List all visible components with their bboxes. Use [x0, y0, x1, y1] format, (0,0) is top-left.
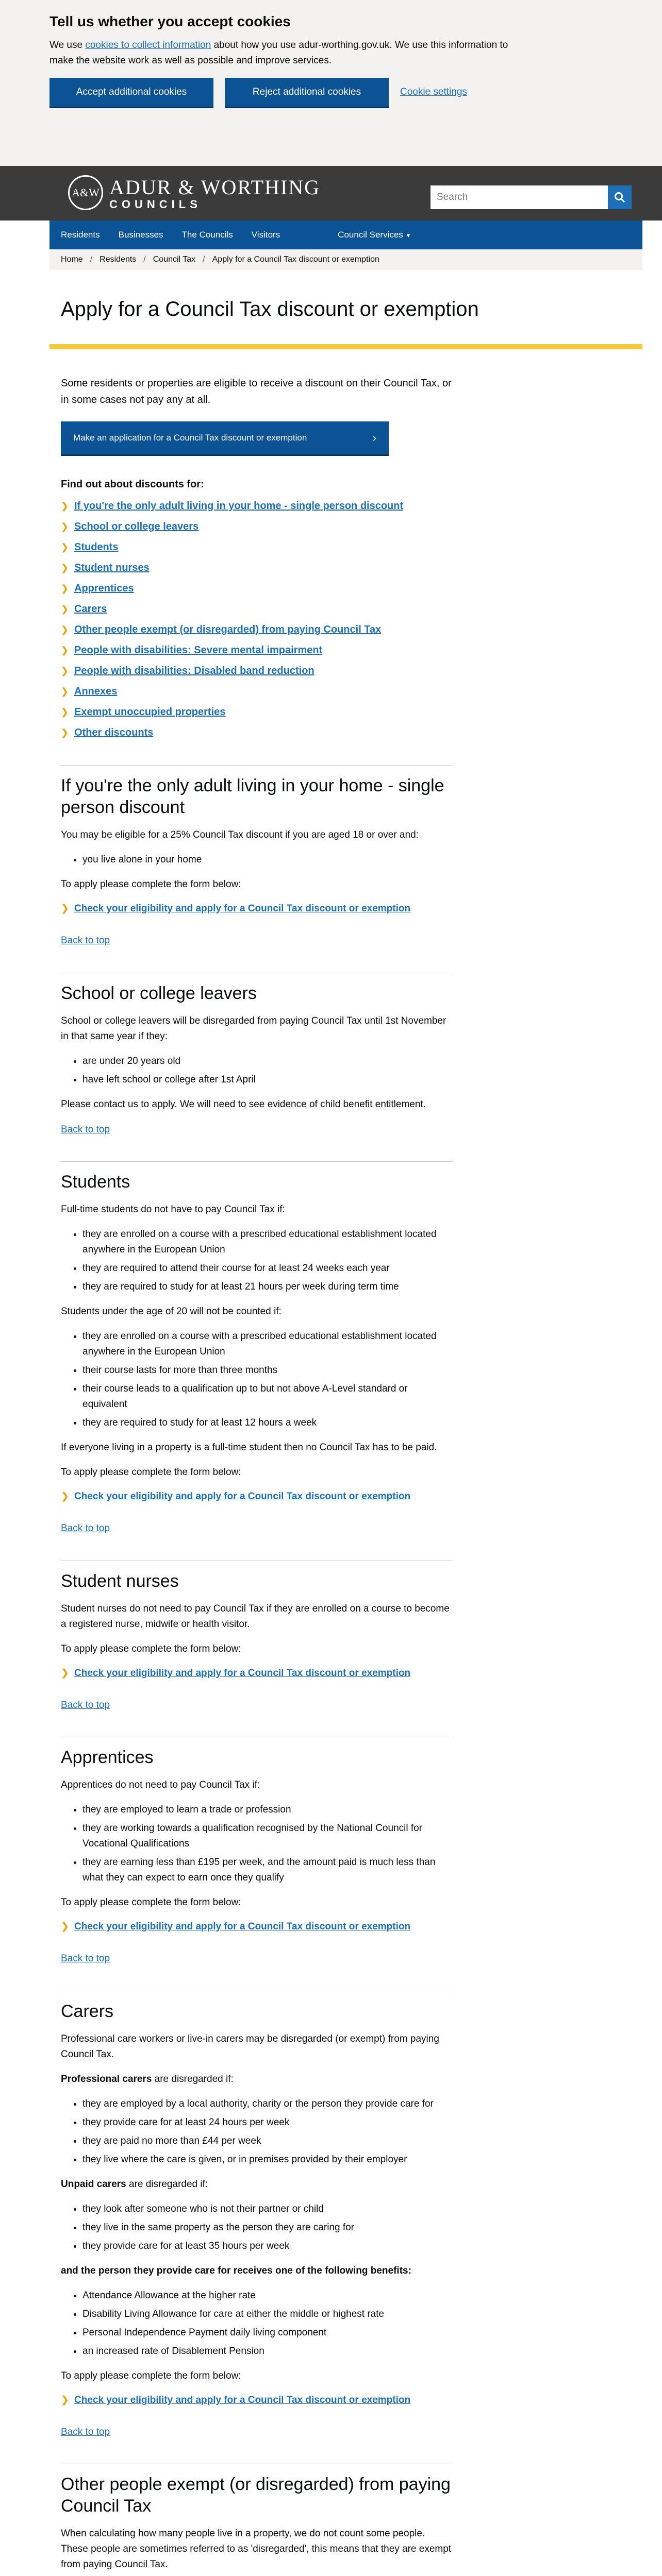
students-text: Full-time students do not have to pay Council Tax if:: [61, 1204, 285, 1215]
leavers-text: School or college leavers will be disregarded from paying Council Tax until 1st November in that same year if they:: [61, 1015, 446, 1042]
chevron-down-icon: ❯: [61, 604, 69, 614]
toc-link-apprentices[interactable]: Apprentices: [74, 583, 134, 594]
breadcrumb-separator: /: [90, 255, 93, 264]
other-exempt-text: When calculating how many people live in a property, we do not count some people. These people are sometimes referred to as 'disregarded', this means that they are exempt from paying Council Tax.: [61, 2528, 452, 2570]
form-link-row: [61, 1489, 453, 1504]
cookie-title: Tell us whether you accept cookies: [49, 13, 291, 29]
chevron-down-icon: ❯: [61, 624, 69, 635]
eligibility-form-link[interactable]: Check your eligibility and apply for a Council Tax discount or exemption: [74, 903, 411, 914]
professional-carers-list: [82, 2096, 453, 2167]
toc-link-unoccupied[interactable]: Exempt unoccupied properties: [74, 706, 226, 718]
list-item: • they are employed to learn a trade or profession: [82, 1802, 453, 1818]
list-item: • you live alone in your home: [82, 852, 453, 868]
logo-line-1: ADUR & WORTHING: [109, 176, 321, 199]
toc-link-students[interactable]: Students: [74, 541, 119, 553]
breadcrumb-separator: /: [203, 255, 205, 264]
logo-line-2: COUNCILS: [109, 198, 202, 211]
toc-link-leavers[interactable]: School or college leavers: [74, 521, 199, 532]
nav-visitors[interactable]: Visitors: [251, 229, 280, 240]
cookie-text-end: about how you use adur-worthing.gov.uk. We use this information to make the website work as well as possible and improve services.: [49, 39, 508, 66]
list-item: • Disability Living Allowance for care at either the middle or highest rate: [82, 2307, 453, 2322]
carers-text: Professional care workers or live-in carers may be disregarded (or exempt) from paying Council Tax.: [61, 2033, 439, 2060]
section-title-carers: Carers: [61, 2001, 114, 2021]
cookie-info-link[interactable]: cookies to collect information: [85, 39, 211, 50]
list-item: [61, 601, 453, 617]
list-item: [61, 498, 453, 514]
make-application-label: Make an application for a Council Tax discount or exemption: [73, 432, 307, 443]
benefits-list: [82, 2288, 453, 2359]
toc-link-carers[interactable]: Carers: [74, 603, 107, 615]
nav-the-councils[interactable]: The Councils: [181, 229, 233, 240]
back-to-top-link[interactable]: Back to top: [61, 1523, 110, 1534]
search-form: [431, 185, 632, 209]
list-item: • they are earning less than £195 per week, and the amount paid is much less than what they can expect to earn once they qualify: [82, 1855, 453, 1886]
list-item: [61, 725, 453, 740]
eligibility-form-link[interactable]: Check your eligibility and apply for a Council Tax discount or exemption: [74, 2394, 411, 2405]
apply-text: To apply please complete the form below:: [61, 1467, 241, 1478]
main-nav: [0, 221, 662, 270]
list-item: • their course leads to a qualification up to but not above A-Level standard or equivalent: [82, 1381, 453, 1412]
eligibility-form-link[interactable]: Check your eligibility and apply for a Council Tax discount or exemption: [74, 1667, 411, 1679]
professional-carers-rest: are disregarded if:: [152, 2073, 234, 2084]
list-item: [61, 519, 453, 534]
discounts-list: [61, 498, 453, 740]
eligibility-form-link[interactable]: Check your eligibility and apply for a Council Tax discount or exemption: [74, 1921, 411, 1933]
search-input[interactable]: [431, 185, 608, 209]
section-title-leavers: School or college leavers: [61, 983, 257, 1003]
cookie-text-start: We use: [49, 39, 86, 50]
back-to-top-link[interactable]: Back to top: [61, 1124, 110, 1135]
students-under-20-text: Students under the age of 20 will not be counted if:: [61, 1306, 282, 1317]
unpaid-carers-rest: are disregarded if:: [126, 2178, 208, 2190]
chevron-down-icon: ❯: [61, 501, 69, 511]
list-item: [61, 704, 453, 720]
reject-cookies-button[interactable]: Reject additional cookies: [225, 78, 389, 107]
nurses-text: Student nurses do not need to pay Council Tax if they are enrolled on a course to become a registered nurse, midwife or health visitor.: [61, 1603, 450, 1630]
chevron-down-icon: ❯: [61, 1921, 69, 1933]
section-divider: [61, 765, 453, 766]
leavers-contact-text: Please contact us to apply. We will need to see evidence of child benefit entitlement.: [61, 1098, 426, 1110]
make-application-button[interactable]: [61, 421, 389, 454]
unpaid-carers-label: Unpaid carers: [61, 2178, 126, 2190]
apply-text: To apply please complete the form below:: [61, 1643, 241, 1654]
list-item: [61, 581, 453, 596]
search-icon: [614, 192, 625, 203]
nav-businesses[interactable]: Businesses: [118, 229, 163, 240]
chevron-down-icon: ❯: [61, 686, 69, 697]
apprentices-text: Apprentices do not need to pay Council Tax if:: [61, 1780, 260, 1791]
list-item: • they provide care for at least 35 hours per week: [82, 2239, 453, 2254]
students-all-text: If everyone living in a property is a full-time student then no Council Tax has to be paid.: [61, 1442, 437, 1453]
chevron-down-icon: ❯: [61, 2394, 69, 2405]
toc-link-nurses[interactable]: Student nurses: [74, 562, 150, 573]
breadcrumb-council-tax[interactable]: Council Tax: [153, 255, 196, 264]
chevron-down-icon: ❯: [61, 645, 69, 655]
toc-link-mental-impairment[interactable]: People with disabilities: Severe mental impairment: [74, 645, 323, 656]
apply-text: To apply please complete the form below:: [61, 2370, 241, 2381]
back-to-top-link[interactable]: Back to top: [61, 935, 110, 946]
chevron-down-icon: ❯: [61, 1491, 69, 1502]
list-item: [61, 622, 453, 637]
site-header: [0, 166, 662, 221]
list-item: [61, 539, 453, 555]
professional-carers-text: [61, 2072, 453, 2087]
chevron-down-icon: ❯: [61, 583, 69, 594]
logo[interactable]: [109, 177, 320, 211]
list-item: • an increased rate of Disablement Pension: [82, 2344, 453, 2359]
section-divider: [61, 1161, 453, 1162]
apply-text: To apply please complete the form below:: [61, 879, 241, 890]
list-item: • their course lasts for more than three months: [82, 1363, 453, 1378]
section-title-nurses: Student nurses: [61, 1571, 179, 1591]
toc-link-single[interactable]: If you're the only adult living in your home - single person discount: [74, 500, 404, 512]
cookie-banner: [0, 0, 662, 166]
chevron-down-icon: ❯: [61, 521, 69, 532]
breadcrumb-separator: /: [143, 255, 146, 264]
leavers-list: [82, 1054, 453, 1088]
list-item: [61, 560, 453, 575]
toc-link-band-reduction[interactable]: People with disabilities: Disabled band reduction: [74, 665, 315, 676]
list-item: • they live where the care is given, or in premises provided by their employer: [82, 2152, 453, 2167]
search-button[interactable]: [608, 185, 632, 209]
accept-cookies-button[interactable]: Accept additional cookies: [49, 78, 213, 107]
logo-mark[interactable]: A&W: [68, 175, 103, 210]
list-item: • Personal Independence Payment daily living component: [82, 2325, 453, 2341]
toc-link-other-discounts[interactable]: Other discounts: [74, 727, 154, 738]
list-item: • they are required to attend their course for at least 24 weeks each year: [82, 1261, 453, 1276]
chevron-down-icon: ❯: [61, 563, 69, 573]
caret-down-icon: ▼: [405, 232, 411, 239]
list-item: • have left school or college after 1st April: [82, 1072, 453, 1088]
back-to-top-link[interactable]: Back to top: [61, 2426, 110, 2437]
cookie-settings-link[interactable]: Cookie settings: [400, 86, 467, 97]
intro-text: Some residents or properties are eligible to receive a discount on their Council Tax, or in some cases not pay any at all.: [61, 378, 452, 405]
breadcrumb: [49, 249, 642, 270]
back-to-top-link[interactable]: Back to top: [61, 1699, 110, 1710]
list-item: [61, 642, 453, 658]
benefits-heading: and the person they provide care for receives one of the following benefits:: [61, 2265, 411, 2276]
students-list-2: [82, 1329, 453, 1431]
form-link-row: [61, 1920, 453, 1934]
list-item: [61, 663, 453, 679]
list-item: • they are paid no more than £44 per week: [82, 2133, 453, 2149]
unpaid-carers-text: [61, 2177, 453, 2192]
discounts-heading: Find out about discounts for:: [61, 479, 204, 490]
professional-carers-label: Professional carers: [61, 2073, 152, 2084]
list-item: • Attendance Allowance at the higher rate: [82, 2288, 453, 2303]
students-list-1: [82, 1227, 453, 1295]
unpaid-carers-list: [82, 2201, 453, 2254]
list-item: • they live in the same property as the person they are caring for: [82, 2220, 453, 2235]
single-list: [82, 852, 453, 868]
form-link-row: [61, 2393, 453, 2408]
form-link-row: [61, 902, 453, 916]
list-item: • they are required to study for at least 21 hours per week during term time: [82, 1279, 453, 1295]
list-item: • they are enrolled on a course with a prescribed educational establishment located anywhere in the European Union: [82, 1227, 453, 1258]
chevron-right-icon: ›: [372, 431, 376, 445]
cookie-text: [49, 38, 514, 69]
breadcrumb-home[interactable]: Home: [61, 255, 83, 264]
chevron-down-icon: ❯: [61, 727, 69, 738]
nav-council-services-label: Council Services: [338, 229, 403, 240]
eligibility-form-link[interactable]: Check your eligibility and apply for a Council Tax discount or exemption: [74, 1491, 411, 1502]
title-divider: [49, 344, 642, 349]
list-item: • they are employed by a local authority, charity or the person they provide care for: [82, 2096, 453, 2112]
section-title-apprentices: Apprentices: [61, 1748, 154, 1768]
back-to-top-link[interactable]: Back to top: [61, 1953, 110, 1964]
chevron-down-icon: ❯: [61, 1667, 69, 1679]
chevron-down-icon: ❯: [61, 707, 69, 717]
apprentices-list: [82, 1802, 453, 1886]
form-link-row: [61, 1666, 453, 1681]
main-content: [49, 295, 642, 2576]
chevron-down-icon: ❯: [61, 542, 69, 552]
list-item: • they provide care for at least 24 hours per week: [82, 2115, 453, 2130]
nav-council-services[interactable]: [338, 229, 411, 242]
chevron-down-icon: ❯: [61, 666, 69, 676]
list-item: • they look after someone who is not their partner or child: [82, 2201, 453, 2217]
chevron-down-icon: ❯: [61, 903, 69, 914]
list-item: • are under 20 years old: [82, 1054, 453, 1069]
apply-text: To apply please complete the form below:: [61, 1897, 241, 1908]
breadcrumb-residents[interactable]: Residents: [100, 255, 137, 264]
section-title-single: If you're the only adult living in your home - single person discount: [61, 776, 444, 817]
toc-link-annexes[interactable]: Annexes: [74, 686, 118, 697]
page-title: Apply for a Council Tax discount or exemption: [61, 298, 479, 320]
single-text: You may be eligible for a 25% Council Tax discount if you are aged 18 or over and:: [61, 829, 419, 840]
list-item: [61, 684, 453, 699]
nav-residents[interactable]: Residents: [61, 229, 100, 240]
toc-link-other-exempt[interactable]: Other people exempt (or disregarded) from paying Council Tax: [74, 624, 382, 635]
breadcrumb-current: Apply for a Council Tax discount or exemption: [212, 255, 379, 264]
section-title-students: Students: [61, 1172, 130, 1192]
list-item: • they are required to study for at least 12 hours a week: [82, 1415, 453, 1431]
section-title-other-exempt: Other people exempt (or disregarded) from paying Council Tax: [61, 2475, 451, 2516]
list-item: • they are working towards a qualification recognised by the National Council for Vocational Qualifications: [82, 1821, 453, 1852]
list-item: • they are enrolled on a course with a prescribed educational establishment located anywhere in the European Union: [82, 1329, 453, 1360]
